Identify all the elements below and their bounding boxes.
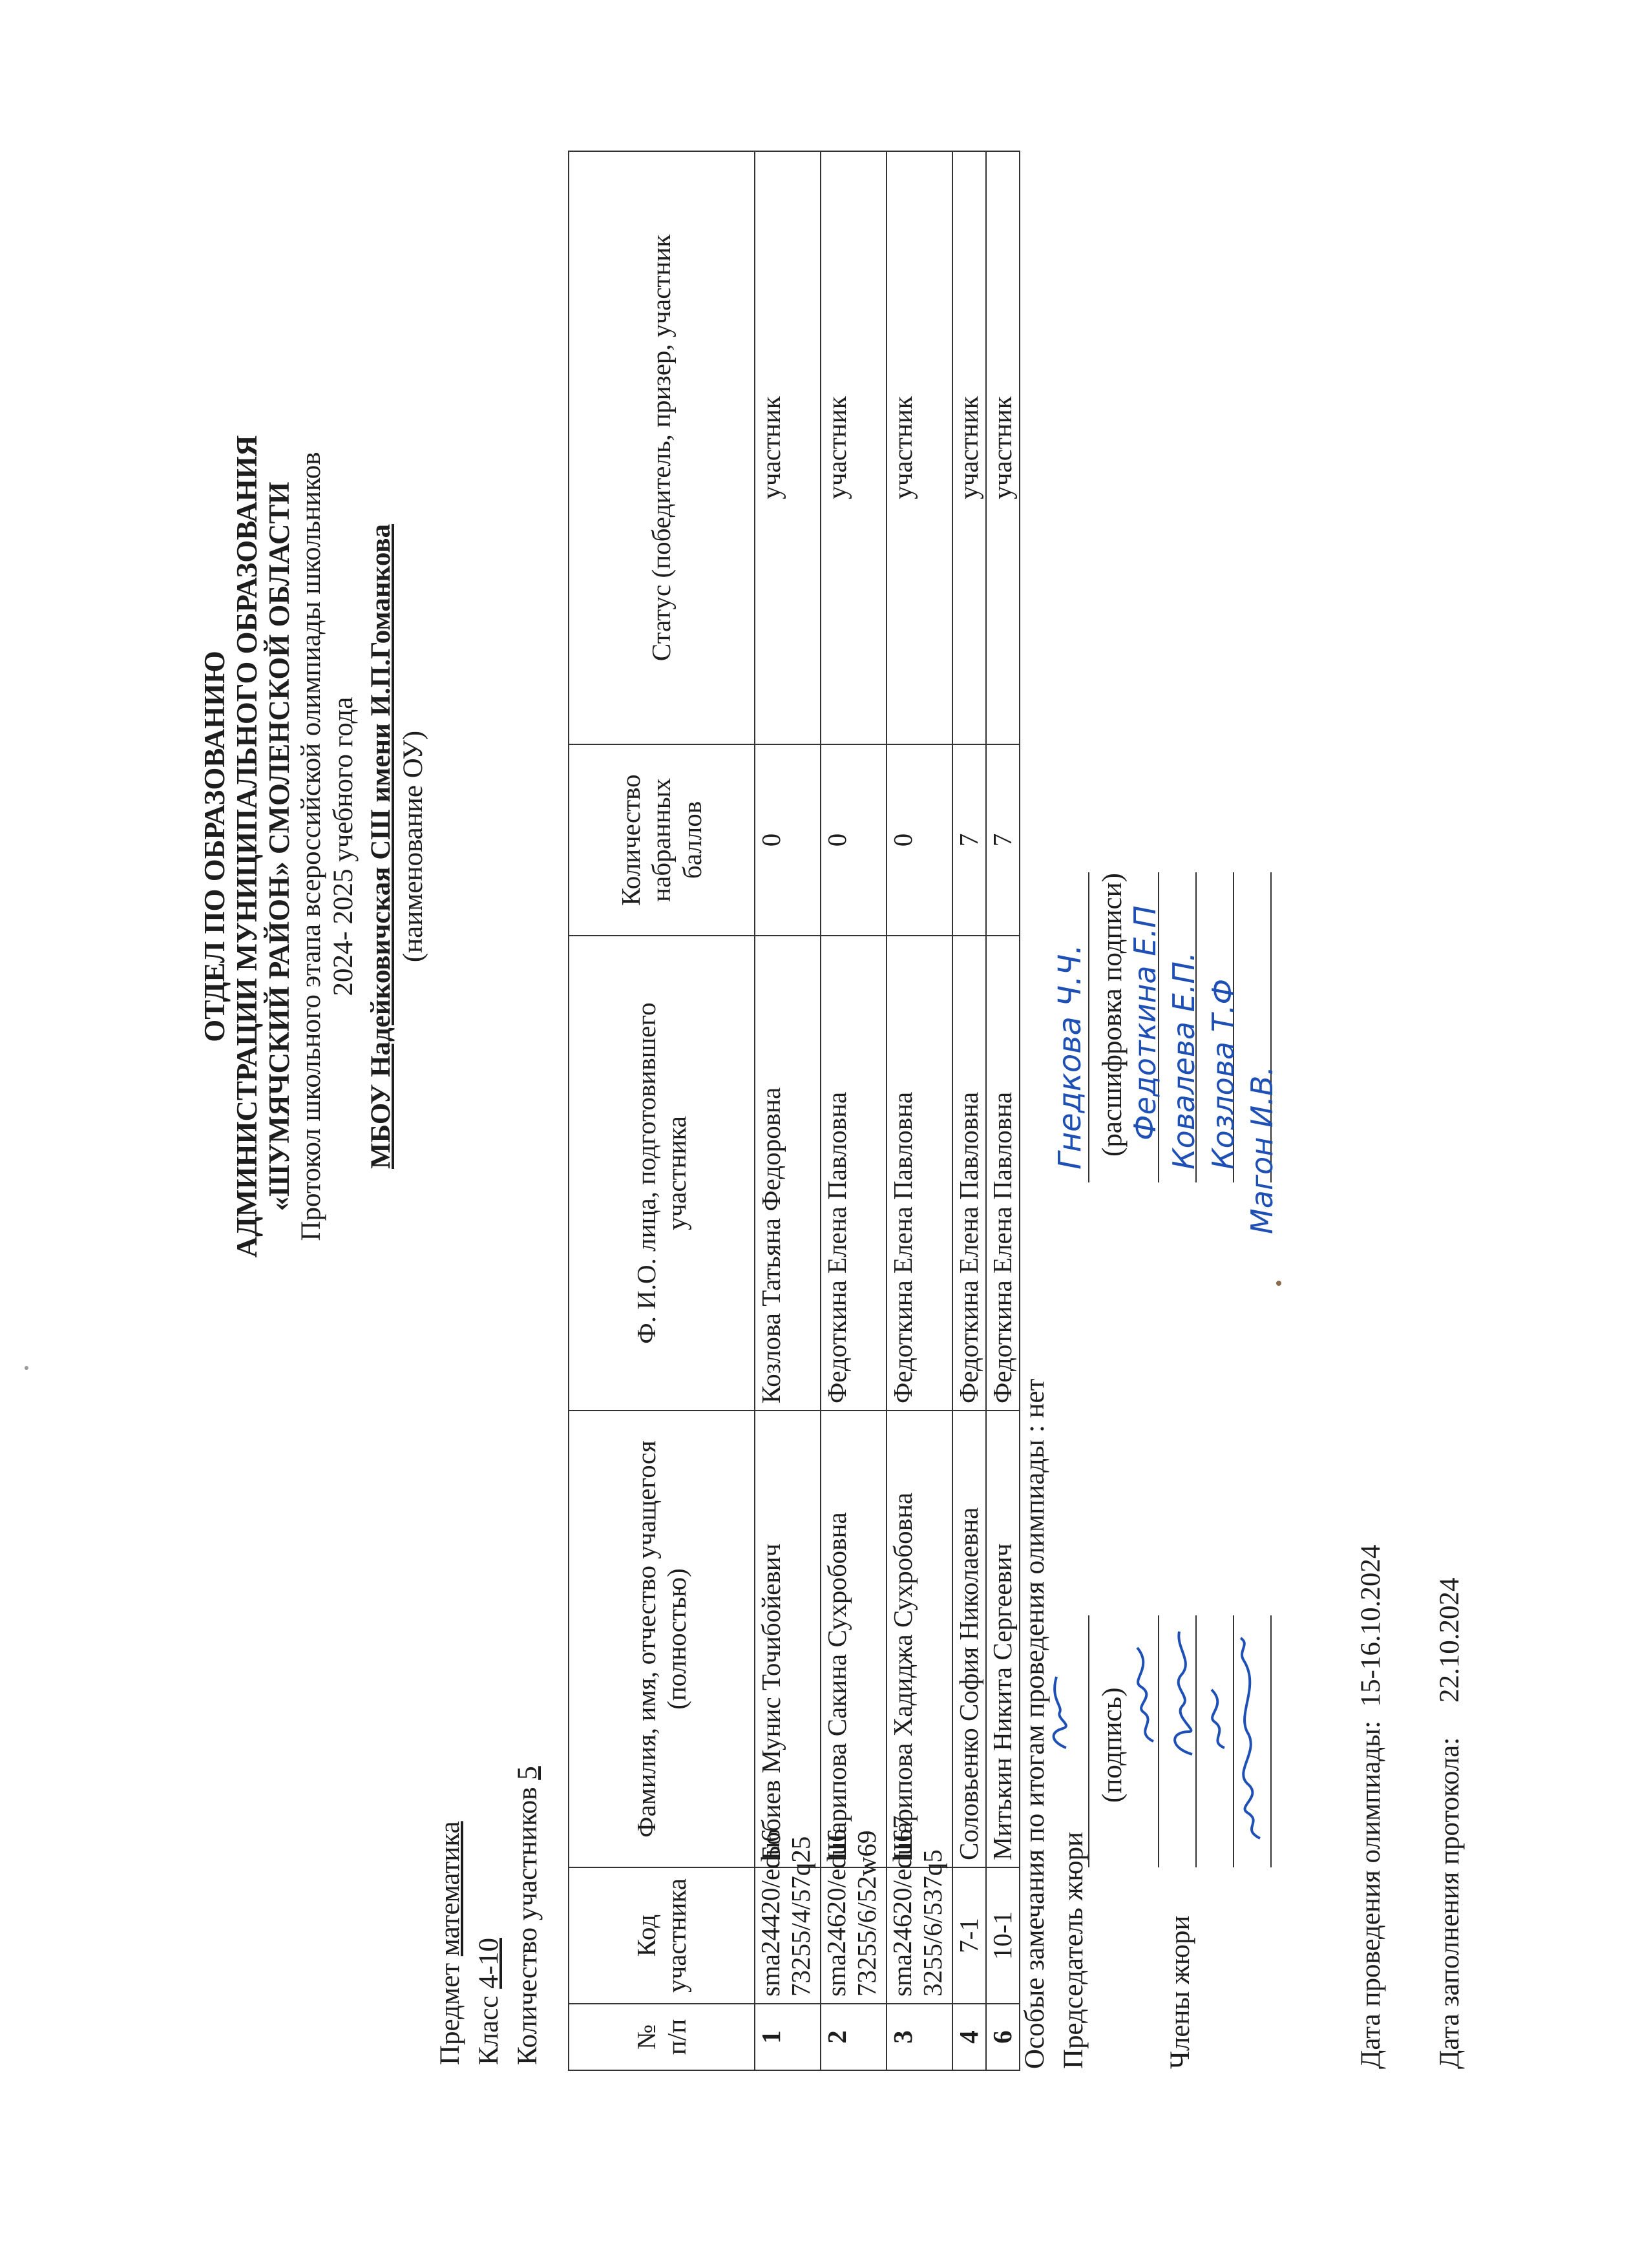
table-row xyxy=(887,151,952,2070)
row-code: 10-1 xyxy=(986,1867,1020,2004)
member4-signature-scribble xyxy=(1228,1635,1273,1842)
col-header-score: Количество набранных баллов xyxy=(569,744,755,936)
subject-value: математика xyxy=(435,1821,465,1957)
row-code-part2: 73255/4/57q25 xyxy=(786,1836,816,1997)
row-teacher: Федоткина Елена Павловна xyxy=(952,936,986,1411)
member1-signature-scribble xyxy=(1128,1641,1166,1745)
row-code xyxy=(887,1815,952,2004)
row-score: 0 xyxy=(755,744,821,936)
row-code-part1: sma24620/edu6 xyxy=(821,1829,851,1997)
col-header-status: Статус (победитель, призер, участник xyxy=(569,151,755,744)
remarks-line: Особые замечания по итогам проведения олимпиады : нет xyxy=(1020,1378,1050,2069)
member2-signature-scribble xyxy=(1163,1628,1202,1758)
protocol-date-line xyxy=(1436,1577,1464,2069)
row-num: 2 xyxy=(821,2004,887,2070)
member1-decode-handwriting: Федоткина Е.П xyxy=(1128,905,1162,1140)
member3-decode-handwriting: Козлова Т.Ф xyxy=(1206,978,1241,1170)
header-academic-year: 2024- 2025 учебного года xyxy=(328,697,359,996)
row-status: участник xyxy=(821,151,887,744)
class-line xyxy=(475,1938,503,2065)
col-header-code: Код участника xyxy=(569,1867,755,2004)
row-code: 7-1 xyxy=(952,1867,986,2004)
jury-members-label: Члены жюри xyxy=(1165,1915,1195,2069)
chair-decode-line xyxy=(1088,872,1089,1182)
row-teacher: Козлова Татьяна Федоровна xyxy=(755,936,821,1411)
row-code-part2: 73255/6/52w69 xyxy=(852,1830,882,1997)
row-teacher: Федоткина Елена Павловна xyxy=(821,936,887,1411)
subject-label: Предмет xyxy=(435,1956,465,2065)
chair-signature-scribble xyxy=(1037,1674,1082,1751)
row-student: Соловьенко София Николаевна xyxy=(952,1411,986,1867)
scan-speck xyxy=(25,1366,28,1370)
participants-count-value: 5 xyxy=(512,1766,543,1780)
col-header-num: № п/п xyxy=(569,2004,755,2070)
row-teacher: Федоткина Елена Павловна xyxy=(887,936,952,1411)
row-student: Шарипова Хадиджа Сухробовна xyxy=(887,1411,952,1867)
row-status: участник xyxy=(755,151,821,744)
row-score: 0 xyxy=(821,744,887,936)
row-num: 4 xyxy=(952,2004,986,2070)
row-student: Митькин Никита Сергеевич xyxy=(986,1411,1020,1867)
row-code xyxy=(821,1829,887,2004)
row-teacher: Федоткина Елена Павловна xyxy=(986,936,1020,1411)
participants-count-line xyxy=(514,1766,541,2065)
row-code-part1: sma24420/edu6 xyxy=(755,1829,785,1997)
table-header-row xyxy=(569,151,755,2070)
row-status: участник xyxy=(887,151,952,744)
scan-speck xyxy=(1276,1281,1281,1286)
row-code-part1: sma24620/edu67 xyxy=(887,1815,917,1997)
class-value: 4-10 xyxy=(474,1938,504,1989)
row-score: 0 xyxy=(887,744,952,936)
header-district: «ШУМЯЧСКИЙ РАЙОН» СМОЛЕНСКОЙ ОБЛАСТИ xyxy=(263,481,295,1212)
row-num: 6 xyxy=(986,2004,1020,2070)
protocol-date-value: 22.10.2024 xyxy=(1434,1577,1465,1703)
header-protocol-title: Протокол школьного этапа всероссийской олимпиады школьников xyxy=(296,452,326,1241)
col-header-student: Фамилия, имя, отчество учащегося (полностью) xyxy=(569,1411,755,1867)
school-caption: (наименование ОУ) xyxy=(398,730,428,963)
header-department: ОТДЕЛ ПО ОБРАЗОВАНИЮ xyxy=(198,651,231,1042)
table-row xyxy=(986,151,1020,2070)
row-student: Бобиев Мунис Точибойевич xyxy=(755,1411,821,1867)
olympiad-date-value: 15-16.10.2024 xyxy=(1356,1544,1386,1707)
row-num: 3 xyxy=(887,2004,952,2070)
member4-decode-handwriting: Магон И.В. xyxy=(1245,1066,1279,1234)
row-num: 1 xyxy=(755,2004,821,2070)
olympiad-date-label: Дата проведения олимпиады: xyxy=(1356,1721,1386,2069)
table-row xyxy=(821,151,887,2070)
chair-signature-line xyxy=(1088,1615,1089,1867)
row-score: 7 xyxy=(986,744,1020,936)
row-code-part2: 3255/6/537q5 xyxy=(918,1849,948,1997)
participants-count-label: Количество участников xyxy=(512,1780,543,2065)
class-label: Класс xyxy=(474,1988,504,2065)
row-status: участник xyxy=(986,151,1020,744)
table-row xyxy=(755,151,821,2070)
signature-caption: (подпись) xyxy=(1097,1687,1128,1803)
row-code xyxy=(755,1829,821,2004)
decode-caption: (расшифровка подписи) xyxy=(1097,873,1128,1157)
school-name: МБОУ Надейковичская СШ имени И.П.Гоманкова xyxy=(366,524,396,1169)
member2-decode-handwriting: Ковалева Е.П. xyxy=(1166,952,1201,1170)
row-score: 7 xyxy=(952,744,986,936)
chair-decode-handwriting: Гнедкова Ч.Ч. xyxy=(1052,944,1088,1170)
results-table xyxy=(568,151,1020,2071)
row-student: Шарипова Сакина Сухробовна xyxy=(821,1411,887,1867)
jury-chair-label: Председатель жюри xyxy=(1058,1832,1089,2069)
protocol-date-label: Дата заполнения протокола: xyxy=(1434,1737,1465,2069)
header-administration: АДМИНИСТРАЦИИ МУНИЦИПАЛЬНОГО ОБРАЗОВАНИЯ xyxy=(231,435,263,1258)
subject-line xyxy=(436,1821,464,2065)
col-header-teacher: Ф. И.О. лица, подготовившего участника xyxy=(569,936,755,1411)
olympiad-date-line xyxy=(1357,1545,1385,2069)
row-status: участник xyxy=(952,151,986,744)
table-row xyxy=(952,151,986,2070)
